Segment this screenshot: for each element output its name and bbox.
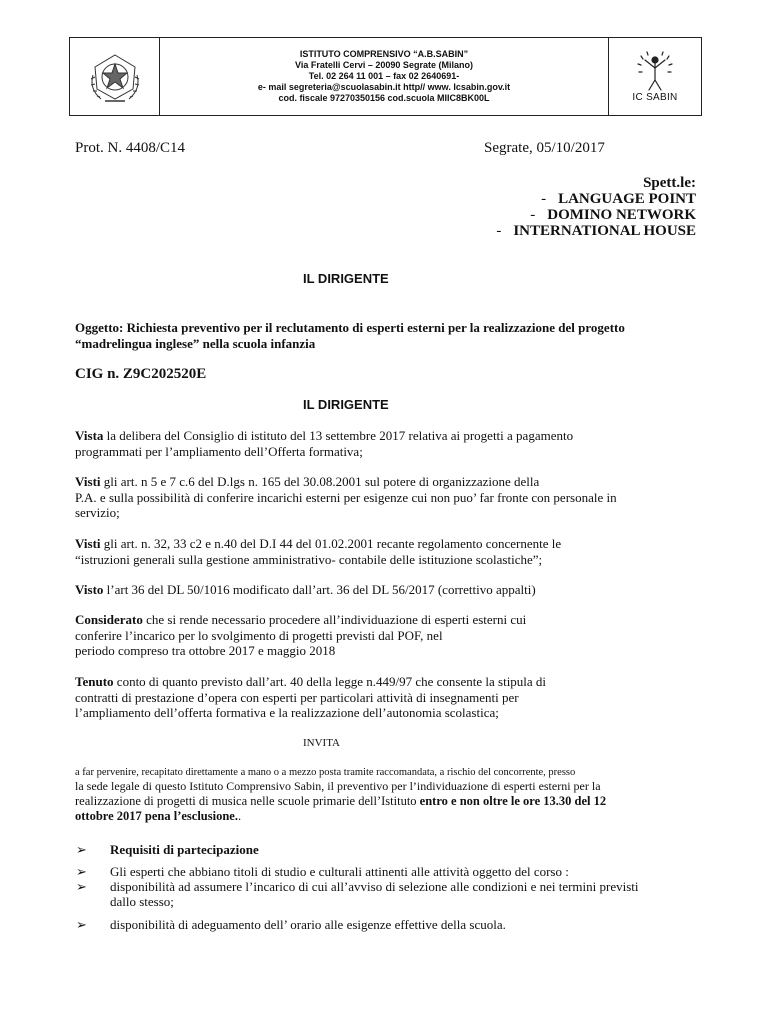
paragraph-visto: Visto l’art 36 del DL 50/1016 modificato dall’art. 36 del DL 56/2017 (correttivo appalti) (75, 582, 536, 597)
school-logo-cell (609, 38, 701, 115)
paragraph-vista: Vista la delibera del Consiglio di istituto del 13 settembre 2017 relativa ai progetti a pagamento programmati per l’ampliamento dell’Offerta formativa; (75, 428, 574, 459)
institute-info (160, 38, 609, 115)
heading-il-dirigente: IL DIRIGENTE (303, 271, 389, 286)
school-logo-text: IC SABIN (632, 92, 678, 103)
arrow-bullet-icon: ➢ (76, 864, 87, 879)
requisiti-heading: Requisiti di partecipazione (110, 842, 259, 857)
cig-number: CIG n. Z9C202520E (75, 366, 207, 382)
institute-email-web: e- mail segreteria@scuolasabin.it http// www. Icsabin.gov.it (257, 82, 511, 92)
paragraph-tenuto: Tenuto conto di quanto previsto dall’art. 40 della legge n.449/97 che consente la stipula di contratti di prestazione d’opera con esperti per particolari attività di insegnamenti per l’ampliamento dell’offerta formativa e la realizzazione dell’autonomia scolastica; (75, 674, 547, 720)
institute-phone: Tel. 02 264 11 001 – fax 02 2640691- (308, 71, 460, 81)
invita-heading: INVITA (303, 737, 340, 749)
recipients-header: Spett.le: (643, 175, 696, 191)
arrow-bullet-icon: ➢ (76, 917, 87, 932)
institute-name: ISTITUTO COMPRENSIVO “A.B.SABIN” (299, 49, 469, 59)
bullet-item-2: disponibilità ad assumere l’incarico di cui all’avviso di selezione alle condizioni e nei termini previsti dallo stesso; (110, 879, 639, 909)
heading-il-dirigente-2: IL DIRIGENTE (303, 397, 389, 412)
republic-emblem-cell (70, 38, 160, 115)
bullet-item-3: disponibilità di adeguamento dell’ orario alle esigenze effettive della scuola. (110, 917, 506, 932)
recipient-item: - DOMINO NETWORK (530, 207, 696, 223)
school-logo-icon (633, 50, 677, 94)
republic-emblem-icon (85, 49, 145, 105)
invita-text-line-4: ottobre 2017 pena l’esclusione.. (75, 809, 242, 823)
protocol-number: Prot. N. 4408/C14 (75, 140, 186, 156)
paragraph-visti-2: Visti gli art. n. 32, 33 c2 e n.40 del D.I 44 del 01.02.2001 recante regolamento concernente le “istruzioni generali sulla gestione amministrativo- contabile delle istituzione scolastiche”; (75, 536, 562, 567)
institute-address: Via Fratelli Cervi – 20090 Segrate (Milano) (295, 60, 473, 70)
bullet-item-1: Gli esperti che abbiano titoli di studio e culturali attinenti alle attività oggetto del corso : (110, 864, 569, 879)
invita-text-line-1: a far pervenire, recapitato direttamente a mano o a mezzo posta tramite raccomandata, a rischio del concorrente, presso (75, 767, 576, 778)
invita-text-line-3: realizzazione di progetti di musica nelle scuole primarie dell’Istituto entro e non oltre le ore 13.30 del 12 (75, 794, 607, 808)
arrow-bullet-icon: ➢ (76, 879, 87, 894)
paragraph-visti-1: Visti gli art. n 5 e 7 c.6 del D.lgs n. 165 del 30.08.2001 sul potere di organizzazione della P.A. e sulla possibilità di conferire incarichi esterni per esigenze cui non puo’ far fronte con personale in servizio; (75, 474, 617, 520)
invita-text-line-2: la sede legale di questo Istituto Comprensivo Sabin, il preventivo per l’individuazione di esperti esterni per la (75, 779, 601, 793)
paragraph-considerato: Considerato che si rende necessario procedere all’individuazione di esperti esterni cui conferire l’incarico per lo svolgimento di progetti previsti dal POF, nel periodo compreso tra ottobre 2017 e maggio 2018 (75, 612, 527, 658)
recipient-item: - INTERNATIONAL HOUSE (496, 223, 696, 239)
recipient-item: - LANGUAGE POINT (541, 191, 696, 207)
letterhead (69, 37, 702, 116)
subject-line-1: Oggetto: Richiesta preventivo per il reclutamento di esperti esterni per la realizzazione del progetto (75, 320, 625, 335)
institute-codes: cod. fiscale 97270350156 cod.scuola MIIC8BK00L (278, 93, 490, 103)
arrow-bullet-icon: ➢ (76, 842, 87, 857)
subject-line-2: “madrelingua inglese” nella scuola infanzia (75, 336, 316, 351)
place-date: Segrate, 05/10/2017 (484, 140, 605, 156)
